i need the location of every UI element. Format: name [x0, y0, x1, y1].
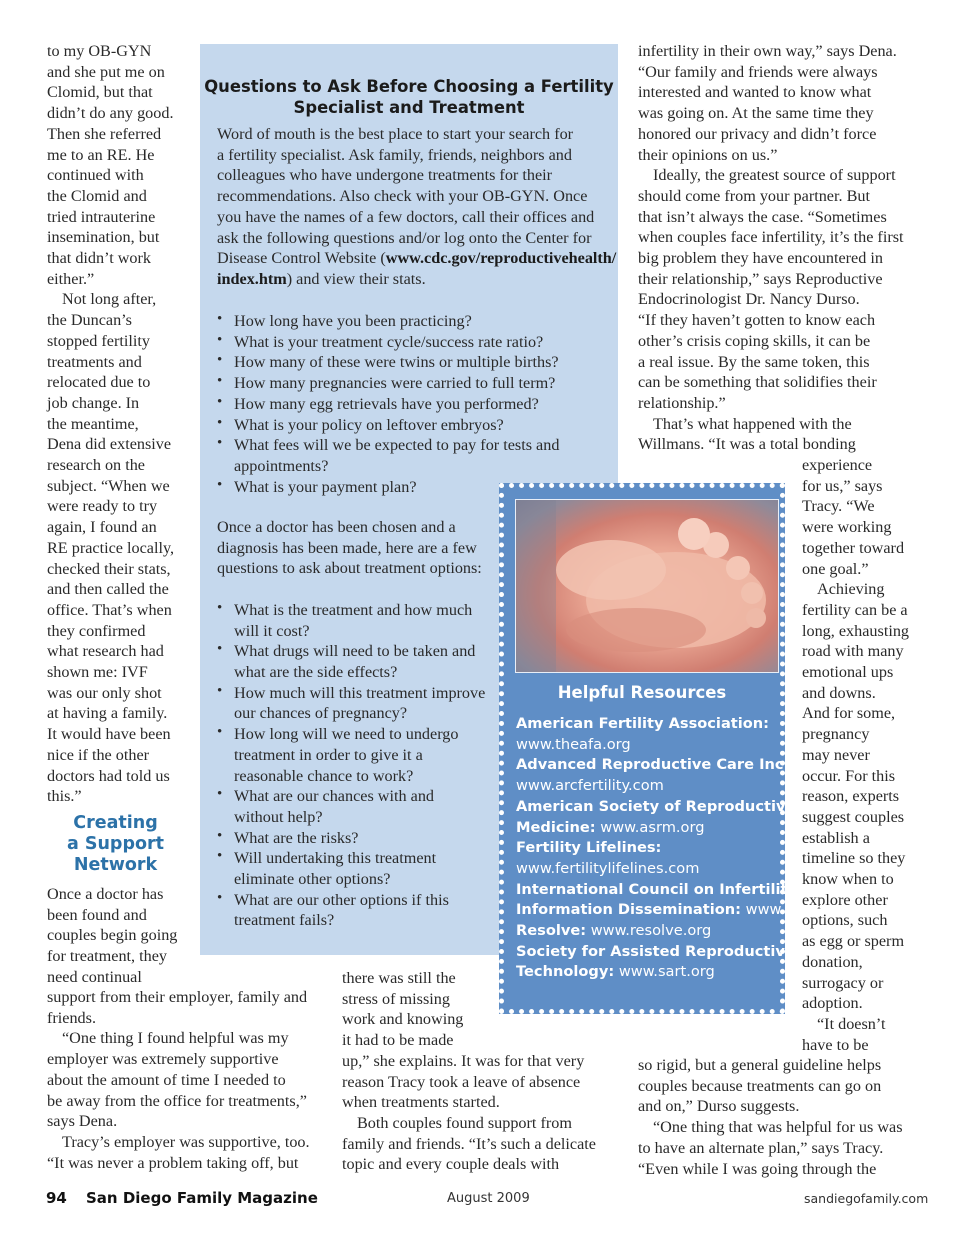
column-3-line: and downs.: [802, 683, 876, 702]
resource-org: Medicine:: [516, 818, 596, 836]
bullet-dot: •: [217, 848, 223, 865]
column-3-line: relationship.”: [638, 393, 726, 412]
column-3-line: should come from your partner. But: [638, 186, 870, 205]
column-3-line: options, such: [802, 911, 888, 930]
sidebar-intro-line: colleagues who have undergone treatments for their: [217, 166, 553, 185]
column-3-line: Ideally, the greatest source of support: [653, 166, 896, 185]
bullet-text: How many of these were twins or multiple births?: [234, 353, 559, 372]
column-3-line: when couples face infertility, it’s the first: [638, 228, 904, 247]
resource-org: Technology:: [516, 963, 615, 981]
column-1-line: stopped fertility: [47, 331, 150, 350]
column-3-line: explore other: [802, 890, 888, 909]
section-subhead: [48, 813, 183, 876]
column-1-line: Dena did extensive: [47, 435, 172, 454]
bullet-dot: •: [217, 414, 223, 431]
column-3-line: so rigid, but a general guideline helps: [638, 1056, 882, 1074]
column-3-line: fertility can be a: [802, 600, 908, 619]
column-2-line: reason Tracy took a leave of absence: [342, 1072, 581, 1091]
column-1-line: been found and: [47, 905, 147, 924]
column-1-line: nice if the other: [47, 745, 150, 764]
resource-name: [516, 921, 711, 942]
column-1-line: Not long after,: [62, 290, 157, 309]
column-3-line: “One thing that was helpful for us was: [653, 1118, 903, 1137]
column-1-line: research on the: [47, 456, 145, 474]
resource-url[interactable]: www.fertilitylifelines.com: [516, 859, 700, 877]
resource-org: American Society of Reproductive: [516, 797, 796, 815]
column-3-line: surrogacy or: [802, 973, 884, 992]
column-3-line: road with many: [802, 642, 904, 661]
bullet-dot: •: [217, 393, 223, 410]
column-1-line: job change. In: [47, 393, 140, 412]
sidebar-title-line: Specialist and Treatment: [293, 98, 525, 117]
bullet-text: our chances of pregnancy?: [234, 704, 408, 723]
bullet-text: How many pregnancies were carried to full term?: [234, 374, 556, 393]
resource-org: Resolve:: [516, 922, 587, 939]
column-1-line: office. That’s when: [47, 600, 172, 619]
column-1-line: doctors had told us: [47, 766, 170, 785]
resource-name: [516, 962, 715, 983]
column-2-line: stress of missing: [342, 989, 450, 1008]
column-3-line: Achieving: [817, 580, 885, 599]
bullet-text: What are our other options if this: [234, 890, 449, 909]
bullet-dot: •: [217, 331, 223, 348]
bullet-text: treatment in order to give it a: [234, 745, 423, 764]
page-number: 94: [46, 1189, 67, 1207]
resource-org: Information Dissemination:: [516, 901, 741, 919]
column-1-line: and then called the: [47, 580, 169, 599]
column-1-line: “One thing I found helpful was my: [62, 1029, 289, 1048]
column-3-line: “It doesn’t: [817, 1014, 886, 1033]
bullet-text: What drugs will need to be taken and: [234, 642, 476, 661]
bullet-text: without help?: [234, 807, 323, 826]
column-1-line: continued with: [47, 166, 144, 185]
column-1-line: for treatment, they: [47, 947, 168, 966]
resource-name: [516, 942, 795, 963]
column-1-line: they confirmed: [47, 621, 146, 640]
column-1-line: It would have been: [47, 725, 171, 744]
column-1-line: either.”: [47, 269, 95, 288]
magazine-name: San Diego Family Magazine: [86, 1189, 318, 1207]
column-3-line: may never: [802, 745, 870, 764]
resource-url[interactable]: www.resolve.org: [590, 922, 712, 939]
column-1-line: the meantime,: [47, 414, 139, 433]
column-1-line: friends.: [47, 1008, 96, 1027]
bullet-dot: •: [217, 476, 223, 493]
bullet-dot: •: [217, 827, 223, 844]
column-3-line: a real issue. By the same token, this: [638, 352, 870, 371]
column-1-line: employer was extremely supportive: [47, 1050, 279, 1069]
column-3-line: interested and wanted to know what: [638, 83, 872, 102]
bullet-text: What is your policy on leftover embryos?: [234, 415, 504, 434]
column-3-line: one goal.”: [802, 559, 869, 578]
column-1-line: was our only shot: [47, 683, 162, 702]
bullet-text: What are our chances with and: [234, 787, 435, 806]
column-3-line: that isn’t always the case. “Sometimes: [638, 207, 887, 226]
resource-url-line: [516, 859, 699, 880]
sidebar-intro-line: a fertility specialist. Ask family, friends, neighbors and: [217, 145, 572, 164]
column-2-line: family and friends. “It’s such a delicate: [342, 1134, 596, 1153]
bullet-text: what are the side effects?: [234, 663, 398, 682]
column-3-line: to have an alternate plan,” says Tracy.: [638, 1138, 884, 1157]
column-1-line: at having a family.: [47, 704, 168, 723]
bullet-text: What are the risks?: [234, 828, 359, 847]
bullet-text: What is your treatment cycle/success rate ratio?: [234, 332, 544, 351]
column-3-line: long, exhausting: [802, 621, 910, 640]
bullet-text: How much will this treatment improve: [234, 683, 486, 702]
bullet-text: appointments?: [234, 456, 329, 475]
bullet-dot: •: [217, 641, 223, 658]
column-1-line: treatments and: [47, 352, 142, 371]
column-1-line: need continual: [47, 967, 142, 986]
column-3-line: occur. For this: [802, 766, 896, 785]
resource-url[interactable]: www.inciid.org: [745, 901, 853, 919]
column-2-line: when treatments started.: [342, 1093, 500, 1112]
column-2-line: it had to be made: [342, 1031, 454, 1050]
resource-name: [516, 755, 795, 776]
bullet-text: What is your payment plan?: [234, 477, 417, 496]
sidebar-intro-line: [217, 269, 426, 290]
sidebar-intro-line: Word of mouth is the best place to start your search for: [217, 125, 574, 143]
bullet-text: eliminate other options?: [234, 870, 391, 889]
column-3-line: know when to: [802, 870, 894, 888]
column-1-line: Then she referred: [47, 124, 162, 143]
column-3-line: was going on. At the same time they: [638, 104, 874, 123]
column-1-line: subject. “When we: [47, 476, 170, 495]
resource-org: Fertility Lifelines:: [516, 839, 662, 857]
sidebar-mid-line: questions to ask about treatment options:: [217, 559, 482, 578]
website: sandiegofamily.com: [804, 1191, 929, 1206]
column-1-line: checked their stats,: [47, 559, 171, 578]
bullet-dot: •: [217, 435, 223, 452]
resource-name: [516, 880, 797, 901]
column-1-line: that didn’t work: [47, 249, 152, 267]
column-3-line: can be something that solidifies their: [638, 373, 877, 392]
column-2-line: there was still the: [342, 969, 456, 987]
resource-org: Society for Assisted Reproductive: [516, 942, 795, 960]
resource-org: International Council on Infertility: [516, 880, 797, 898]
column-1-line: “It was never a problem taking off, but: [47, 1153, 299, 1172]
column-1-line: didn’t do any good.: [47, 104, 174, 123]
bullet-text: will it cost?: [234, 621, 310, 640]
column-1-line: Clomid, but that: [47, 83, 153, 102]
column-3-line: their relationship,” says Reproductive: [638, 269, 883, 288]
bullet-text: reasonable chance to work?: [234, 766, 414, 785]
column-3-line: “Our family and friends were always: [638, 62, 878, 81]
baby-feet-photo: [515, 499, 779, 673]
cdc-suffix: ) and view their stats.: [286, 269, 426, 288]
issue-date: August 2009: [447, 1191, 530, 1206]
column-1-line: couples begin going: [47, 926, 178, 945]
column-1-line: were ready to try: [47, 497, 158, 516]
column-1-line: again, I found an: [47, 518, 157, 537]
column-1-line: Tracy’s employer was supportive, too.: [62, 1132, 310, 1151]
column-2-line: Both couples found support from: [357, 1113, 572, 1132]
bullet-text: Will undertaking this treatment: [234, 849, 437, 868]
column-3-line: honored our privacy and didn’t force: [638, 124, 877, 143]
bullet-text: How long will we need to undergo: [234, 725, 459, 744]
bullet-dot: •: [217, 600, 223, 616]
sidebar-intro-line: recommendations. Also check with your OB-GYN. Once: [217, 187, 588, 206]
column-3-line: and on,” Durso suggests.: [638, 1097, 800, 1116]
resource-name: [516, 818, 704, 839]
column-2-line: up,” she explains. It was for that very: [342, 1051, 585, 1070]
column-3-line: donation,: [802, 952, 863, 971]
column-1-line: shown me: IVF: [47, 663, 148, 681]
column-1-line: the Duncan’s: [47, 311, 132, 330]
cdc-link-cont[interactable]: index.htm: [217, 269, 287, 288]
column-3-line: “If they haven’t gotten to know each: [638, 311, 876, 330]
column-3-line: as egg or sperm: [802, 932, 905, 951]
sidebar-mid-line: diagnosis has been made, here are a few: [217, 538, 477, 557]
column-3-line: together toward: [802, 538, 905, 557]
column-3-line: for us,” says: [802, 476, 883, 495]
column-1-line: relocated due to: [47, 373, 151, 392]
column-1-line: me to an RE. He: [47, 145, 155, 164]
resource-url[interactable]: www.arcfertility.com: [516, 777, 664, 795]
resource-name: [516, 900, 852, 921]
bullet-dot: •: [217, 311, 223, 327]
bullet-text: What fees will we be expected to pay for tests and: [234, 436, 560, 455]
column-3-line: That’s what happened with the: [653, 414, 852, 433]
bullet-dot: •: [217, 373, 223, 390]
column-3-line: And for some,: [802, 704, 896, 723]
resource-name: [516, 838, 661, 859]
column-3-line: were working: [802, 518, 892, 537]
cdc-prefix: Disease Control Website (: [217, 249, 386, 268]
column-3-line: timeline so they: [802, 849, 906, 868]
sidebar-intro-line: [217, 248, 616, 269]
column-1-line: the Clomid and: [47, 186, 147, 205]
resource-name: [516, 714, 769, 735]
subhead-line: Creating: [73, 813, 158, 833]
column-1-line: what research had: [47, 642, 164, 661]
sidebar-title-line: Questions to Ask Before Choosing a Fertility: [204, 77, 614, 96]
resource-org: Advanced Reproductive Care Inc.:: [516, 756, 795, 774]
column-3-line: big problem they have encountered in: [638, 249, 883, 267]
column-3-line: couples because treatments can go on: [638, 1076, 882, 1095]
bullet-dot: •: [217, 352, 223, 369]
column-1-line: RE practice locally,: [47, 538, 175, 557]
resource-name: [516, 797, 795, 818]
column-3-line: experience: [802, 456, 873, 474]
column-3-line: emotional ups: [802, 663, 894, 681]
sidebar-title: [200, 76, 618, 118]
sidebar-mid-line: Once a doctor has been chosen and a: [217, 518, 456, 536]
column-3-line: their opinions on us.”: [638, 145, 778, 164]
column-1-line: says Dena.: [47, 1112, 118, 1131]
bullet-dot: •: [217, 786, 223, 803]
column-3-line: have to be: [802, 1035, 869, 1054]
column-2-line: work and knowing: [342, 1010, 464, 1029]
resource-url[interactable]: www.sart.org: [618, 963, 715, 981]
column-1-line: tried intrauterine: [47, 207, 156, 226]
column-3-line: other’s crisis coping skills, it can be: [638, 331, 871, 350]
bullet-text: What is the treatment and how much: [234, 601, 473, 619]
column-1-line: to my OB-GYN: [47, 42, 152, 60]
resource-org: American Fertility Association:: [516, 715, 770, 732]
resource-url[interactable]: www.asrm.org: [600, 818, 705, 836]
cdc-link[interactable]: www.cdc.gov/reproductivehealth/: [385, 249, 617, 268]
column-3-line: Endocrinologist Dr. Nancy Durso.: [638, 290, 860, 309]
column-3-line: infertility in their own way,” says Dena.: [638, 42, 897, 60]
column-2-line: topic and every couple deals with: [342, 1155, 560, 1174]
column-3-line: “Even while I was going through the: [638, 1159, 877, 1178]
column-3-line: pregnancy: [802, 725, 870, 744]
resources-title: Helpful Resources: [557, 683, 727, 702]
column-3-line: reason, experts: [802, 787, 900, 806]
column-3-line: Willmans. “It was a total bonding: [638, 435, 856, 454]
subhead-line: a Support: [66, 834, 165, 854]
column-3-line: adoption.: [802, 994, 863, 1013]
sidebar-intro-line: ask the following questions and/or log onto the Center for: [217, 228, 592, 247]
bullet-text: How many egg retrievals have you performed?: [234, 394, 539, 413]
bullet-dot: •: [217, 889, 223, 906]
resource-url-line: [516, 776, 664, 797]
column-1-line: support from their employer, family and: [47, 988, 308, 1006]
subhead-line: Network: [73, 855, 158, 875]
bullet-text: treatment fails?: [234, 911, 335, 930]
bullet-dot: •: [217, 682, 223, 699]
bullet-dot: •: [217, 724, 223, 741]
column-3-line: establish a: [802, 828, 870, 847]
column-1-line: insemination, but: [47, 228, 160, 247]
column-3-line: Tracy. “We: [802, 497, 875, 516]
column-1-line: Once a doctor has: [47, 885, 164, 903]
column-1-line: this.”: [47, 787, 82, 806]
bullet-text: How long have you been practicing?: [234, 312, 472, 330]
column-1-line: be away from the office for treatments,”: [47, 1091, 307, 1110]
resource-url[interactable]: www.theafa.org: [516, 735, 631, 753]
column-3-line: suggest couples: [802, 807, 905, 826]
resource-url-line: [516, 735, 631, 756]
column-1-line: about the amount of time I needed to: [47, 1070, 286, 1089]
sidebar-intro-line: you have the names of a few doctors, call their offices and: [217, 207, 595, 226]
column-1-line: and she put me on: [47, 62, 165, 81]
